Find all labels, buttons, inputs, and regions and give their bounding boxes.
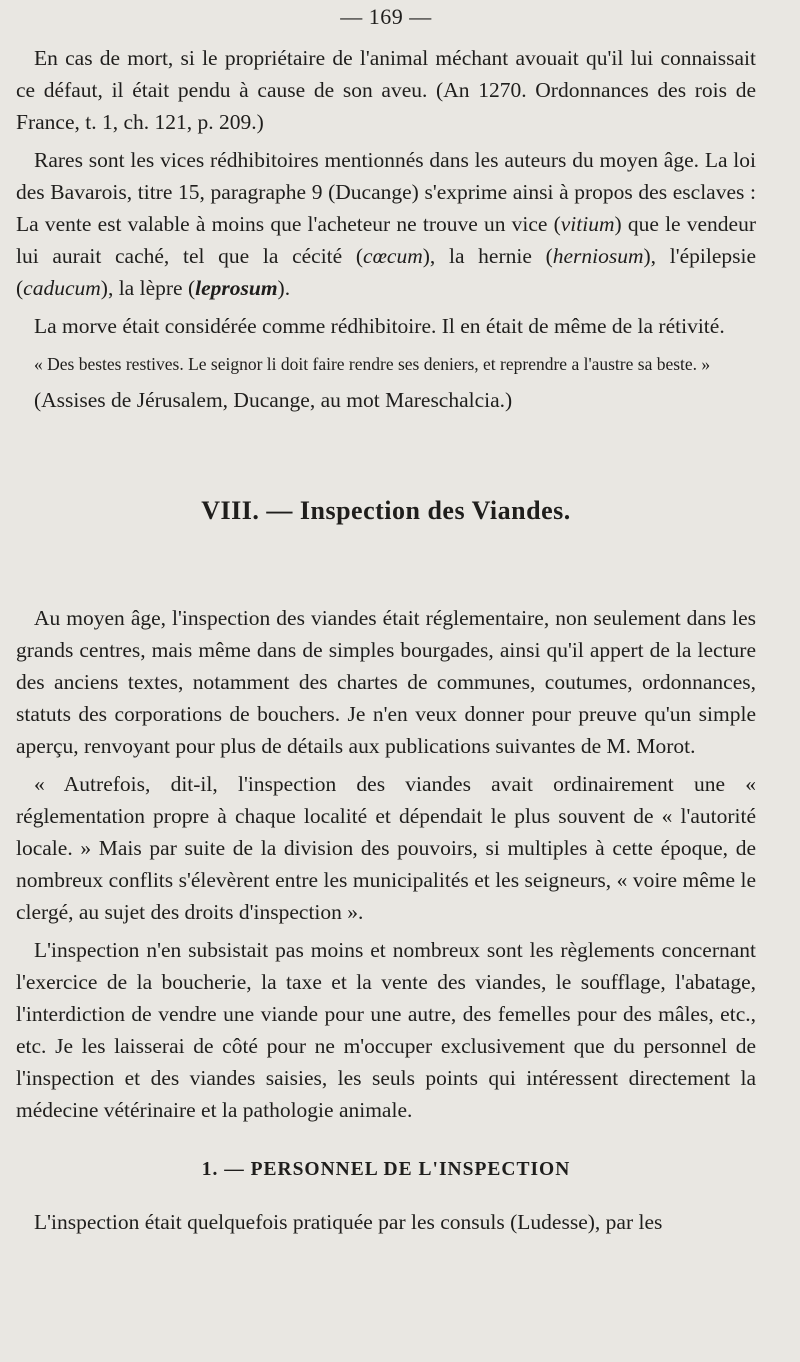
text-run: ), l'épilepsie ( — [16, 244, 756, 300]
text-run: ), la hernie ( — [422, 244, 553, 268]
paragraph-redhibitory-vices — [16, 144, 756, 304]
text-run: ) que le vendeur lui aurait caché, tel que la cécité ( — [16, 212, 756, 268]
latin-term-herniosum: herniosum — [552, 244, 644, 268]
text-run: ), la lèpre ( — [100, 276, 196, 300]
latin-term-coecum: cœcum — [363, 244, 423, 268]
latin-term-caducum: caducum — [23, 276, 101, 300]
paragraph-animal-owner: En cas de mort, si le propriétaire de l'animal méchant avouait qu'il lui connaissait ce défaut, il était pendu à cause de son aveu. (An 1270. Ordonnances des rois de France, t. 1, ch. 121, p. 209.) — [16, 46, 756, 134]
citation-assises: (Assises de Jérusalem, Ducange, au mot Mareschalcia.) — [34, 388, 513, 412]
section-body — [16, 602, 756, 1126]
subsection-heading: 1. — PERSONNEL DE L'INSPECTION — [201, 1159, 571, 1180]
section-paragraph: L'inspection n'en subsistait pas moins et nombreux sont les règlements concernant l'exercice de la boucherie, la taxe et la vente des viandes, le soufflage, l'abatage, l'interdiction de vendre une viande pour une autre, des femelles pour des mâles, etc., etc. Je les laisserai de côté pour ne m'occuper exclusivement que du personnel de l'inspection et des viandes saisies, les seuls points qui intéressent directement la médecine vétérinaire et la pathologie animale. — [16, 938, 756, 1122]
paragraph-morve: La morve était considérée comme rédhibitoire. Il en était de même de la rétivité. — [34, 314, 725, 338]
latin-term-vitium: vitium — [560, 212, 615, 236]
last-paragraph: L'inspection était quelquefois pratiquée par les consuls (Ludesse), par les — [34, 1209, 663, 1234]
section-paragraph: Au moyen âge, l'inspection des viandes était réglementaire, non seulement dans les grands centres, mais même dans de simples bourgades, ainsi qu'il appert de la lecture des anciens textes, notamment des chartes de communes, coutumes, ordonnances, statuts des corporations de bouchers. Je n'en veux donner pour preuve qu'un simple aperçu, renvoyant pour plus de détails aux publications suivantes de M. Morot. — [16, 606, 756, 758]
text-run: Rares sont les vices rédhibitoires mentionnés dans les auteurs du moyen âge. La loi des Bavarois, titre 15, paragraphe 9 (Ducange) s'exprime ainsi à propos des esclaves : La vente est valable à moins que l'acheteur ne trouve un vice ( — [16, 148, 756, 236]
section-heading: VIII. — Inspection des Viandes. — [201, 496, 571, 525]
page-number: — 169 — — [340, 4, 432, 29]
quote-bestes-restives: « Des bestes restives. Le seignor li doit faire rendre ses deniers, et reprendre a l'austre sa beste. » — [34, 354, 711, 374]
text-run: ). — [277, 276, 291, 300]
latin-term-leprosum: leprosum — [195, 276, 278, 300]
section-paragraph: « Autrefois, dit-il, l'inspection des viandes avait ordinairement une « réglementation propre à chaque localité et dépendait le plus souvent de « l'autorité locale. » Mais par suite de la division des pouvoirs, si multiples à cette époque, de nombreux conflits s'élevèrent entre les municipalités et les seigneurs, « voire même le clergé, au sujet des droits d'inspection ». — [16, 772, 756, 924]
